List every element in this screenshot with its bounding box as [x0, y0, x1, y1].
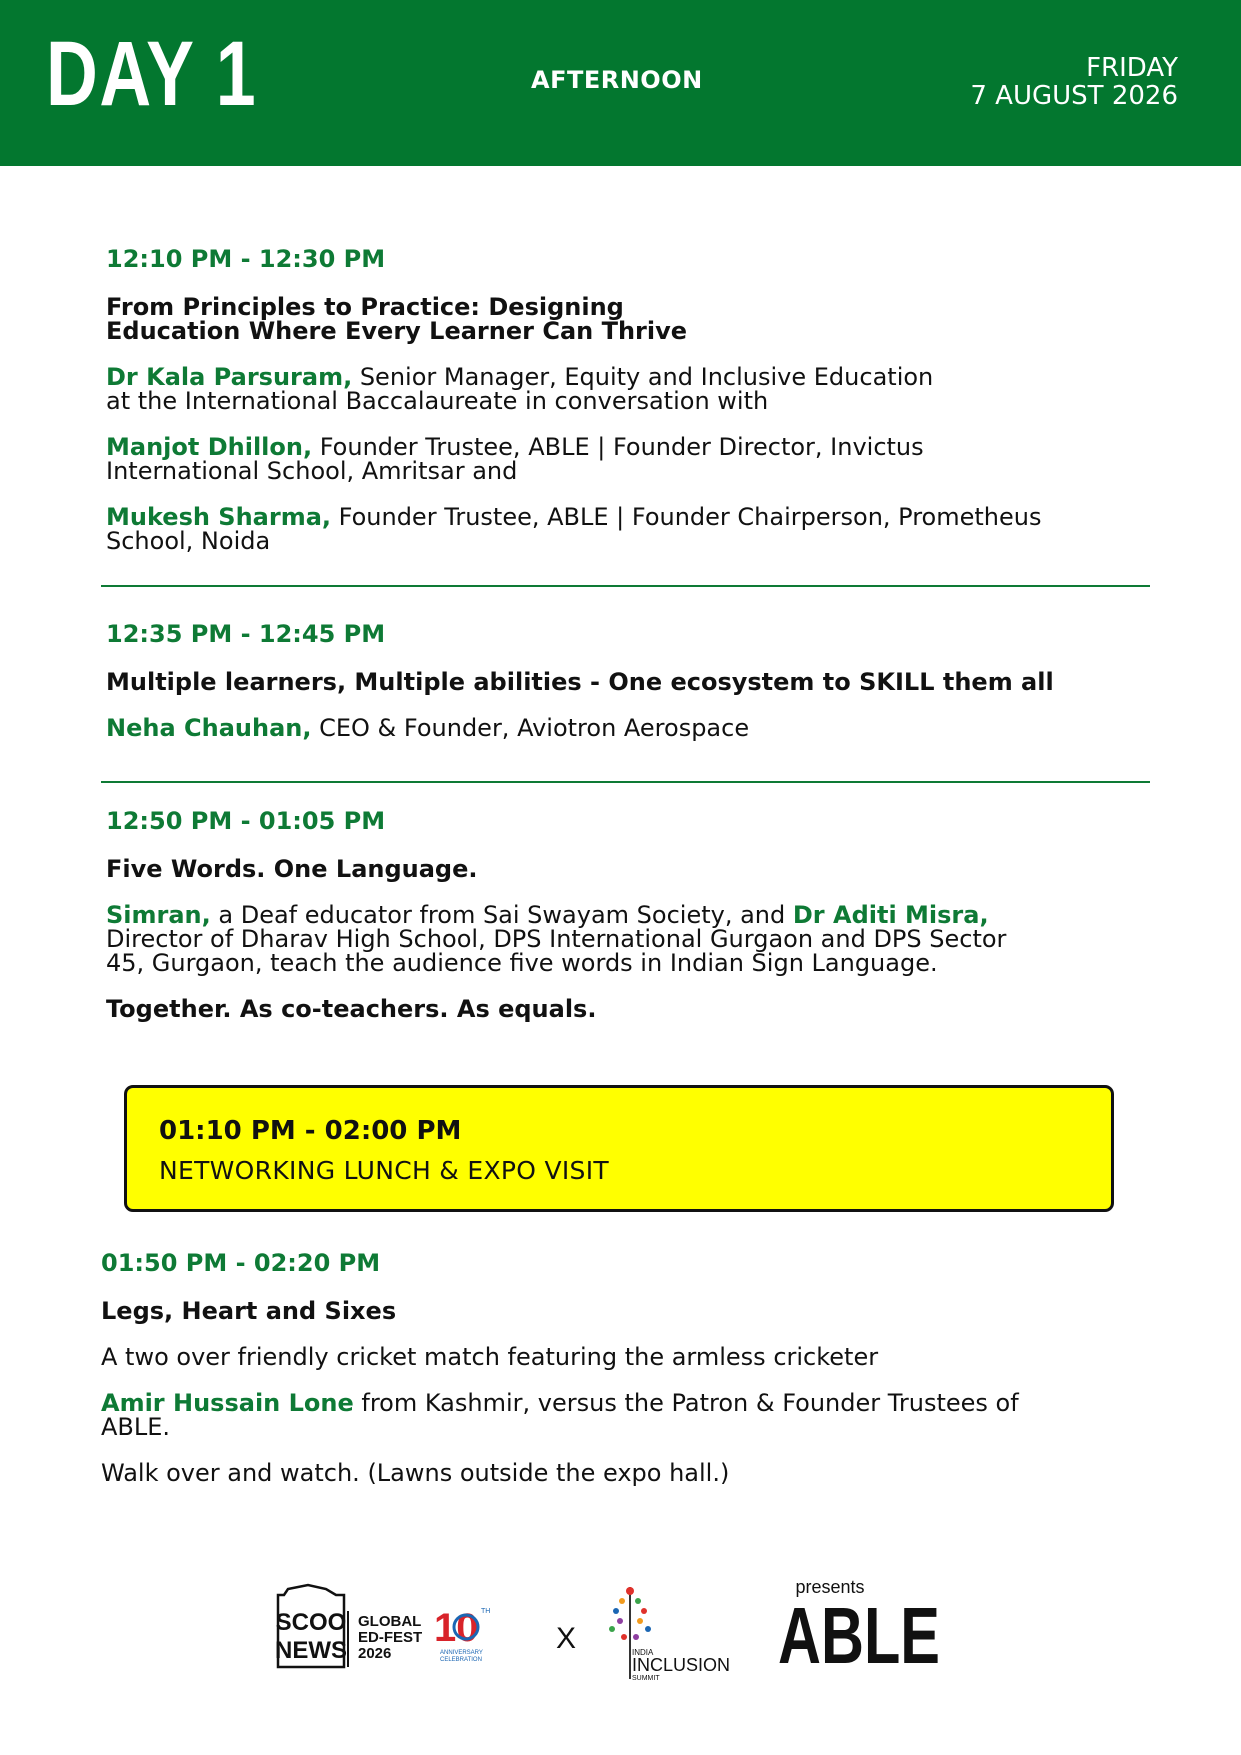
speaker-name: Amir Hussain Lone — [101, 1389, 354, 1417]
session-3 — [106, 807, 1156, 1021]
speaker-role: Founder Trustee, ABLE | Founder Chairperson, Prometheus — [331, 503, 1042, 531]
speaker-entry — [106, 365, 1156, 413]
session-title-line: From Principles to Practice: Designing — [106, 293, 624, 321]
speaker-entry — [101, 1391, 1151, 1439]
anniversary-text: CELEBRATION — [440, 1657, 482, 1663]
inclusion-summit-logo — [609, 1587, 730, 1682]
session-title-line: Education Where Every Learner Can Thrive — [106, 317, 688, 345]
fest-text: GLOBAL — [358, 1613, 422, 1630]
section-divider — [101, 585, 1150, 587]
session-time: 12:35 PM - 12:45 PM — [106, 620, 386, 648]
venue-note: Walk over and watch. (Lawns outside the expo hall.) — [101, 1459, 730, 1487]
summit-text: INCLUSION — [632, 1655, 731, 1675]
speaker-name: Simran, — [106, 901, 211, 929]
able-wordmark: ABLE — [778, 1591, 940, 1680]
news-text: NEWS — [275, 1637, 347, 1664]
session-time: 12:10 PM - 12:30 PM — [106, 245, 386, 273]
scoonews-logo — [275, 1585, 422, 1667]
day-label: DAY 1 — [46, 23, 258, 125]
session-title — [106, 295, 1156, 343]
speaker-name: Neha Chauhan, — [106, 714, 312, 742]
fest-text: 2026 — [358, 1645, 392, 1662]
presents-text: presents — [795, 1577, 865, 1597]
footer-logos — [274, 1575, 974, 1685]
speaker-role-cont: School, Noida — [106, 527, 271, 555]
session-time: 12:50 PM - 01:05 PM — [106, 807, 386, 835]
session-title: Five Words. One Language. — [106, 855, 478, 883]
scoo-text: SCOO — [275, 1609, 347, 1636]
lunch-highlight-box — [124, 1085, 1114, 1212]
speaker-name: Manjot Dhillon, — [106, 433, 313, 461]
summit-text: SUMMIT — [632, 1675, 660, 1682]
anniversary-th: TH — [481, 1608, 491, 1615]
lunch-label: NETWORKING LUNCH & EXPO VISIT — [159, 1156, 609, 1185]
anniversary-number: 10 — [434, 1606, 479, 1650]
speaker-role: CEO & Founder, Aviotron Aerospace — [311, 714, 750, 742]
session-2 — [106, 620, 1156, 740]
section-divider — [101, 781, 1150, 783]
speaker-entry — [106, 716, 1156, 740]
speaker-name: Dr Kala Parsuram, — [106, 363, 353, 391]
collab-separator: X — [556, 1622, 577, 1655]
session-cricket — [101, 1249, 1151, 1485]
fest-text: ED-FEST — [358, 1629, 423, 1646]
anniversary-badge — [434, 1606, 490, 1663]
summit-text: INDIA — [632, 1648, 654, 1657]
date-block — [970, 54, 1178, 110]
lunch-time: 01:10 PM - 02:00 PM — [159, 1116, 462, 1146]
speaker-name: Mukesh Sharma, — [106, 503, 332, 531]
speaker-entry — [106, 435, 1156, 483]
session-1 — [106, 245, 1156, 553]
weekday: FRIDAY — [1086, 53, 1178, 83]
speaker-entry — [106, 505, 1156, 553]
speaker-role: Founder Trustee, ABLE | Founder Director, Invictus — [312, 433, 924, 461]
description-text: Director of Dharav High School, DPS International Gurgaon and DPS Sector — [106, 925, 1007, 953]
description-text: from Kashmir, versus the Patron & Founder Trustees of — [353, 1389, 1019, 1417]
description-text: a Deaf educator from Sai Swayam Society, and — [210, 901, 793, 929]
date: 7 AUGUST 2026 — [970, 81, 1178, 111]
description-text: A two over friendly cricket match featuring the armless cricketer — [101, 1343, 879, 1371]
period-label: AFTERNOON — [531, 66, 703, 94]
description-text: ABLE. — [101, 1413, 171, 1441]
able-logo — [778, 1577, 940, 1680]
speaker-name: Dr Aditi Misra, — [792, 901, 989, 929]
footer-logo-strip — [274, 1575, 974, 1685]
session-closing: Together. As co-teachers. As equals. — [106, 995, 597, 1023]
session-title: Multiple learners, Multiple abilities - One ecosystem to SKILL them all — [106, 668, 1054, 696]
session-title: Legs, Heart and Sixes — [101, 1297, 397, 1325]
speaker-role-cont: International School, Amritsar and — [106, 457, 518, 485]
anniversary-text: ANNIVERSARY — [440, 1650, 483, 1656]
description-text: 45, Gurgaon, teach the audience five words in Indian Sign Language. — [106, 949, 938, 977]
session-description — [106, 903, 1156, 975]
session-time: 01:50 PM - 02:20 PM — [101, 1249, 381, 1277]
speaker-role: Senior Manager, Equity and Inclusive Education — [352, 363, 934, 391]
header-banner — [0, 0, 1241, 166]
speaker-role-cont: at the International Baccalaureate in conversation with — [106, 387, 769, 415]
